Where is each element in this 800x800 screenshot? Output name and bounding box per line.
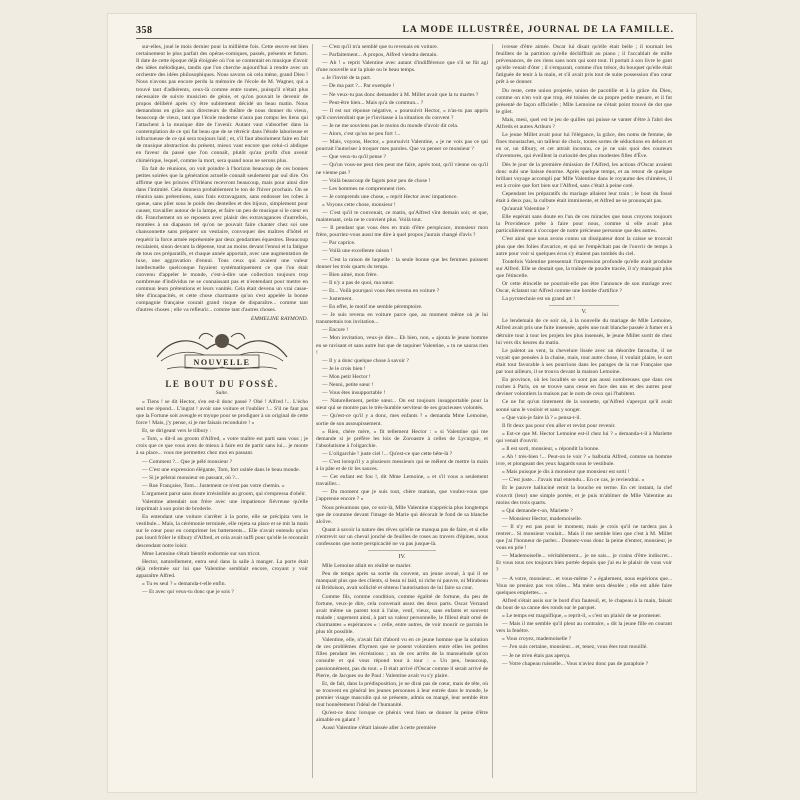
paragraph: — Voilà une excellente raison ! [322, 248, 393, 255]
paragraph: Or cette étincelle ne pourrait-elle pas être l'annonce de son mariage avec Oscar, éclatant sur Alfred comme une bombe d'artifice ? [496, 281, 672, 295]
paragraph: — Je comprends une chose, » reprit Hector avec impatience. [322, 193, 458, 200]
paragraph: Et, de fait, dans la prédisposition, je ne dirai pas de cœur, mais de tête, où se trouvent en général les jeunes personnes à leur entrée dans le monde, le premier visage masculin qui se présente, admis ou mangé, leur semble être tout honnêtement l'idéal de l'humanité. [316, 680, 488, 708]
paragraph: Hector, naturellement, entra seul dans la salle à manger. La porte était déjà refermée sur lui que Valentine semblait encore, croyant y voir apparaître Alfred. [136, 558, 308, 579]
column-2-dialogue [316, 44, 488, 548]
paragraph: — C'est la raison de laquelle : la seule bonne que les femmes puissent donner les trois quarts du temps. [316, 256, 488, 270]
paragraph: « Mais puisque je dis à monsieur que monsieur est sorti ! [502, 469, 630, 476]
paragraph: « Qui demande-t-on, Mariette ? [502, 507, 573, 514]
paragraph: Valentine attendait son frère avec une impatience fiévreuse qu'elle imprimait à son point de broderie. [136, 498, 308, 513]
paragraph: — Il y a donc quelque chose à savoir ? [322, 357, 409, 364]
author-signature: EMMELINE RAYMOND. [250, 315, 308, 322]
paragraph: — Il pendant que vous êtes en train d'être perspicace, monsieur mon frère, pourriez-vous aussi me dire à quel propos j'aurais changé d'avis ? [316, 225, 488, 239]
paragraph: — Cet enfant est fou !, dit Mme Lemoine, « et s'il vous a seulement travailler... [316, 474, 488, 488]
paragraph: Mme Lemoine s'était bientôt endormie sur son tricot. [142, 550, 261, 557]
nouvelle-vignette [147, 327, 297, 377]
paragraph: Du reste, cette union projetée, union de pacotille et à la grâce du Dieu, comme on n'en voit que trop, été toisées de sa propre petite mesure, et il fut présenté de façon officielle ; Mlle Lemoine ne s'était point trouvé de dot que le gilet. [496, 87, 672, 115]
paragraph: Cependant les préparatifs du mariage allaient leur train ; le bout du fossé était à deux pas, la culbute était imminente, et Alfred ne se prononçait pas. [496, 190, 672, 204]
paragraph: Nous présumons que, ce soir-là, Mlle Valentine n'apprécia plus longtemps que de coutume devant l'image de Marie qui décorait le fond de sa blanche alcôve. [316, 504, 488, 525]
paragraph: — Qu'un vous-ne peut rien peut me faire, après tout, qu'il vienne ou qu'il ne vienne pas ? [316, 162, 488, 176]
column-3 [496, 44, 672, 778]
paragraph: — En effet, le motif me semble péremptoire. [322, 304, 423, 311]
paragraph: En province, où les localités se sont pas aussi nombreuses que dans ces ruches à Paris, on se trouve sans cesse en face des uns et des autres pour deviner volontiers la maison par le nom de ceux qui l'habitent. [496, 377, 672, 398]
paragraph: ivresse d'être aimée. Oscar lui disait qu'elle était belle ; il tournait les feuillets de la partition qu'elle déchiffrait au piano ; il l'accablait de mille prévenances, de ces riens sans nom qui sont tout. Il portait à son livre le gant qu'elle venait d'ôter ; il s'emparait, comme d'un trésor, du bouquet qu'elle était fatiguée de tenir à la main, et s'il avait pris tout de suite possession d'un cœur prêt à se donner. [496, 44, 672, 86]
paragraph: — Ah ! » reprit Valentine avec autant d'indifférence que s'il se fût agi d'une nouvelle sur la pluie ou le beau temps. [316, 60, 488, 74]
page-number: 358 [136, 24, 153, 36]
column-rule [492, 44, 493, 778]
paragraph: — Votre chapeau ruisselle... Vous n'aviez donc pas de parapluie ? [502, 660, 649, 667]
paragraph: — L'oligarchie ! juste ciel !... Qu'est-ce que cette bête-là ? [322, 450, 453, 457]
paragraph: Qu'aurait Valentine ? [502, 206, 549, 213]
ornament-icon [147, 327, 297, 377]
paragraph: — Mon petit Hector ! [322, 373, 371, 380]
section-numeral: V. [581, 309, 587, 316]
paragraph: « Le temps est magnifique, » reprit-il, « c'est un plaisir de se promener. [502, 613, 662, 620]
journal-title: LA MODE ILLUSTRÉE, JOURNAL DE LA FAMILLE. [402, 25, 674, 35]
paragraph: « Rien, chère mère, » fit tellement Hector : « si Valentine qui me demande si je préfère les lois de Zoroastre à celles de Lycurgue, et l'absolutisme à l'oligarchie. [316, 428, 488, 449]
paragraph: — Et... Voilà pourquoi vous êtes revenu en voiture ? [322, 287, 440, 294]
paragraph: Ce ne fut qu'un tintement de la sonnette, qu'Alfred s'aperçut qu'il avait sonné sans le vouloir et sans y songer. [496, 399, 672, 413]
paragraph: — Il n'y a pas de quoi, ma sœur. [322, 279, 395, 286]
divider [368, 550, 437, 551]
section-numeral: IV. [398, 554, 406, 561]
paragraph: — Il est sur réponse négative, » poursuivit Hector, « n'as-tu pas appris qu'il conviendrait que je t'invitasse à la situation du convent ? [316, 107, 488, 121]
paragraph: Et, se dirigeant vers le tilbury : [142, 428, 212, 435]
paragraph: En entendant une voiture s'arrêter à la porte, elle se précipita vers le vestibule... Mais, la cérémonie terminée, elle rejeta sa place et se mit la main sur le cœur pour en comprimer les battements... Elle n'avait entendu qu'un pas lourd frôler le tilbury d'Alfred, et cela avait suffi pour qu'elle le reconnût descendant notre loisir. [136, 514, 308, 549]
paragraph: Et le pauvre halluciné remit la bouche en terme. En cet instant, la clef s'ouvrit (leur) une simple portée, et je puis m'abîmer de Mlle Valentine au moins des trois quarts. [496, 485, 672, 506]
paragraph: « Je l'invité de ta part. [322, 75, 372, 82]
paragraph: — C'est juste... J'avais mal entendu... En ce cas, je reviendrai. » [502, 477, 645, 484]
paragraph: — Mais il me semble qu'il pleut au contraire, » dit la jeune fille en courant vers la fenêtre. [496, 621, 672, 635]
paragraph: — Nenni, petite sœur ! [322, 382, 374, 389]
paragraph: — Voilà beaucoup de fagots pour peu de chose ! [322, 177, 431, 184]
paragraph: — Parfaitement... A propos, Alfred viendra demain. [322, 52, 438, 59]
paragraph: — Justement. [322, 296, 353, 302]
paragraph: L'argument parut sans doute irrésistible au groom, qui s'empressa d'obéir. [142, 490, 307, 497]
paragraph: — Rue Française, Tom... Justement ce n'est pas votre chemin. » [142, 482, 285, 489]
paragraph: — Ne veux-tu pas donc demander à M. Millet avait que la tu martes ? [322, 91, 479, 98]
paragraph: — Du moment que je suis tout, chère maman, que voulez-vous que j'apprenne encore ? » [316, 489, 488, 503]
column-1 [136, 44, 308, 778]
paragraph: — Qu'est-ce qu'il y a donc, mes enfants ? » demanda Mme Lemoine, sortie de son assoupissement. [316, 413, 488, 427]
paragraph: — J'en suis certaine, monsieur... et, tenez, vous êtes tout mouillé. [502, 644, 648, 651]
paragraph: — Il n'y est pas pour le moment, mais je crois qu'il ne tardera pas à rentrer... Si monsieur voulait... Mais il me semble bien que c'est à M. Millet que j'ai l'honneur de parler... Donnez-vous donc la peine d'entrer, monsieur, je vous en prie ! [496, 523, 672, 552]
paragraph: — Naturellement, petite sœur... On est toujours insupportable pour la sœur qui se montre pas le très-humble serviteur de ses gracieuses volontés. [316, 398, 488, 412]
paragraph: C'est ainsi que nous avons connu un dissipateur dont la caisse se trouvait plus que des folies d'avarice, et qui ne l'empêchait pas de l'ouvrir de temps à autre pour voir si quelques écus s'y étaient pas tombés du ciel. [496, 236, 672, 257]
paragraph: « Ah ! très-bien !... Peut-on le voir ? » balbutia Alfred, comme un homme ivre, et plongeant des yeux hagards sous le vestibule. [496, 454, 672, 468]
paragraph: Mais, mesi, quel est le jeu de quilles qui puisse se vanter d'être à l'abri des Alfreds et autres Arthurs ? [496, 116, 672, 131]
paragraph: « Voyons cette chose, monsieur ! [322, 201, 396, 208]
paragraph: — Vous êtes insupportable ! [322, 390, 386, 397]
paragraph: — Que veux-tu qu'il pense ? [322, 154, 386, 161]
paragraph: « Il est sorti, monsieur, » répondit la bonne. [502, 445, 600, 452]
paragraph: — C'est une expression élégante, Tom, fort usitée dans le beau monde. [142, 466, 301, 473]
paragraph: — Bien aimé, mon frère. [322, 271, 378, 278]
paragraph: — Je ne m'en étais pas aperçu. [502, 652, 571, 659]
paragraph: — Par caprice. [322, 240, 356, 247]
paragraph: — Comment ?... Que je pélé monsieur ? [142, 458, 233, 465]
paragraph: — C'est lorsqu'il y a plusieurs messieurs qui se mêlent de mettre la main à la pâte et de tir les sauces. [316, 458, 488, 473]
paragraph: Le paletot au vent, la chevelure lissée avec un désordre farouche, il ne voyait que pensées à la chaise, mais, tout autre chose, il voulait plaire, le sort était tout favorable à ses pourrions dans les parages de la rue Française que par tout ailleurs, il se trouva devant la maison Lemoine. [496, 347, 672, 376]
paragraph: Aussi Valentine s'était laissée aller à cette première [322, 725, 437, 732]
paragraph: Alfred s'était assis sur le bord d'un fauteuil, et, le chapeau à la main, faisait du bout de sa canne des ronds sur le parquet. [496, 597, 672, 611]
paragraph: — Mademoiselle... véritablement... je ne sais... je crains d'être indiscret... Et vous tous ces toujours bien portée depuis que j'ai eu le plaisir de vous voir ? [496, 553, 672, 574]
paragraph: Comme fils, comme condition, comme égalité de fortune, du peu de fortune, veux-je dire, cela convenait assez des deux parts. Oscar Verzand avait même un parent tout à l'aise, veuf, vieux, sans enfants et souvent malade ; sagement ainsi, à part sa valeur personnelle, le filleul était orné de charmantes « espérances » : celle, entre autres, de voir mourir ce parrain le plus tôt possible. [316, 593, 488, 636]
paragraph: — C'est qu'il m'a semblé que tu revenais en voiture. [322, 44, 439, 50]
paragraph: — Je suis revenu en voiture parce que, au moment même où je lui transmettais ton invitation... [316, 312, 488, 326]
paragraph: — Et avec qui veux-tu donc que je sois ? [142, 589, 234, 596]
paragraph: Le jeune Millet avait pour lui l'élégance, la grâce, des noms de femme, de fines moustaches, un tailleur de choix, toutes sortes de séductions en dehors et en or, un tilbury, et cet attrait inconnu, ce je ne sais quoi des coureurs d'aventures, qui éveillent la curiosité des plus modestes filles d'Ève. [496, 132, 672, 160]
paragraph: — De ma part ?... Par exemple ! [322, 83, 395, 90]
paragraph: sur-elles, joué le mois dernier pour la millième fois. Cette œuvre est bien certainement le plus parfait des opéras-comiques, passés, présents et futurs. Il date de cette époque déjà éloignée où l'on se contentait en musique d'avoir des idées mélodiques, tandis que l'on cherche aujourd'hui à rendre avec un orchestre des idées philosophiques. Nous savons où cela mène, grand Dieu ! Nous n'avons pas encore perdu la mémoire de l'école de M. Wagner, qui a trouvé tant d'adhérents, ceux-là comme entre toutes, puisqu'il n'était plus nécessaire de suivre musicien de génie, et qu'on pouvait le devenir de propos délibéré après s'y être subitement décidé un beau matin. Nous demandons en grâce aux directeurs de théâtre de nous donner du vieux, beaucoup de vieux, tant que l'école moderne n'aura pas rompu les liens qui l'attachent à la musique dite de l'avenir. Autant vaut s'absorber dans la contemplation de ce qui fut beau que de se rétrécir dans l'étude laborieuse et infructueuse de ce qui sera toujours laid ; et, s'il faut absolument faire en fait de musique abstraction du présent, mieux vaut encore que celui-ci abdique en faveur du passé que l'on connaît, plutôt qu'au profit d'un avenir chimérique, lequel, comme la mort, sera quand nous ne serons plus. [136, 44, 308, 164]
paragraph: Mlle Lemoine allait en réalité se marier. [322, 563, 412, 570]
paragraph: « Tu es seul ? » demanda-t-elle enfin. [142, 581, 226, 587]
vignette-label: NOUVELLE [193, 357, 251, 367]
paragraph: — Mon invitation, veux-je dire... Eh bien, non, » ajouta le jeune homme en se ravisant et sans autre but que de taquiner Valentine, « tu ne sauras rien ! [316, 335, 488, 356]
paragraph: « Que vais-je faire là ? » pensa-t-il. [502, 414, 581, 421]
paragraph: — Je ne me souviens pas le moins du monde d'avoir dit cela. [322, 122, 459, 129]
newspaper-page [108, 14, 696, 792]
column-rule [312, 44, 313, 778]
paragraph: — Monsieur Hector, mademoiselle. [502, 515, 583, 522]
paragraph: Le lendemain de ce soir où, à la nouvelle du mariage de Mlle Lemoine, Alfred avait pris une fuite insensée, après une nuit blanche passée à fumer et à détruire tour à tour les projets les plus insensés, le jeune Millet sortit de chez lui vers dix heures du matin. [496, 318, 672, 346]
story-subtitle: Suite. [215, 389, 229, 396]
paragraph: — Mais, voyons, Hector, » poursuivit Valentine, « je ne vois pas ce qui pourrait l'autoriser à troquer mes paroles. Que va penser ce monsieur ? [316, 139, 488, 153]
story-title: LE BOUT DU FOSSÉ. [165, 378, 279, 389]
paragraph: « Est-ce que M. Hector Lemoine est-il chez lui ? » demanda-t-il à Mariette qui venait d'ouvrir. [496, 430, 672, 444]
paragraph: La pyrotechnie est un grand art ! [502, 296, 576, 303]
column-2 [316, 44, 488, 778]
paragraph: — Peut-être bien... Mais qu'a de commun... ? [322, 99, 424, 106]
page-header [136, 22, 674, 39]
paragraph: « Vous croyez, mademoiselle ? [502, 636, 572, 643]
paragraph: Toutefois Valentine pressentait l'impression profonde qu'elle avait produite sur Alfred. Elle se doutait que, la traînée de poudre tracée, il n'y manquait plus que l'étincelle. [496, 258, 672, 279]
paragraph: Il fit deux pas pour s'en aller et revint pour revenir. [502, 422, 616, 429]
paragraph: — Les hommes ne comprennent rien. [322, 185, 407, 192]
paragraph: — Je le crois bien ! [322, 365, 366, 372]
paragraph: Quant à savoir la nature des rêves qu'elle ne manqua pas de faire, et si elle n'entrevit sur un cheval jonché de feuilles de roses au travers d'épines, nous confessons que notre perspicacité ne va pas jusque-là. [316, 526, 488, 547]
paragraph: Qu'est-ce donc lorsque ce phénix veut bien se donner la peine d'être aimable en galant ? [316, 710, 488, 724]
paragraph: Valentine, elle, n'avait fait d'abord vu en ce jeune homme que la solution de ces problèmes d'hymen que se posent volontiers entre elles les petites filles pendant les récréations ; un de ces arrêts de la mansuétude qu'on consulte et qui vous répond tour à tour : « Un peu, beaucoup, passionnément, pas du tout. » Il était arrivé d'Oscar comme il serait arrivé de Pierre, de Jacques ou de Paul : Valentine avait vu s'y plaire. [316, 637, 488, 679]
paragraph: Peu de temps après sa sortie du couvent, un jeune avoué, à qui il ne manquait plus que des clients, si beau ni laid, ni riche ni pauvre, ni Mirabeau ni Bridoison, avait sollicité et obtenu l'autorisation de lui faire sa cour. [316, 571, 488, 592]
paragraph: Elle espérait sans doute en l'un de ces miracles que nous croyons toujours la Providence prête à faire pour nous, comme si elle avait plus particulièrement à s'occuper de notre précieuse personne que des autres. [496, 214, 672, 235]
divider [549, 305, 619, 306]
paragraph: En fait de réunions, on voit poindre à l'horizon beaucoup de ces bonnes petites soirées que la génération actuelle connaît seulement par ouï dire. On affirme que les princes d'Orléans recevront beaucoup, mais pour ainsi dire dans l'intimité. Cela donnera probablement le ton de l'hiver prochain. On se réunira sans prétentions, sans frais extravagants, sans endosser les robes à queue, sans plier sous le poids des dentelles et des bijoux, simplement pour causer, travailler autour de la lampe, et faire un peu de musique si le cœur en dit. Franchement on se reposera avec plaisir des extravagances d'autrefois, montées à un diapason tel qu'on ne pouvait faire chanter chez soi une chansonnette sans préparer un vestiaire, convoquer des maîtres d'hôtel et requérir la force armée représentée par deux gendarmes équestres. Beaucoup reculaient, sinon devant la dépense, tout au moins devant l'ennui et la fatigue de tous ces préparatifs, et chaque année apportait, avec une augmentation de luxe, une aggravation d'ennui. Tous ceux qui avaient une valeur intellectuelle quelconque fuyaient systématiquement ce que l'on était convenu d'appeler le monde, c'est-à-dire une collection toujours trop nombreuse d'individus ne se connaissant pas et n'entendant pour mettre en commun leurs prétentions et leurs vanités. Cela était devenu un vrai casse-tête d'incapacités, et cette chose charmante qu'on s'est appelée la bonne compagnie française courait grand risque de disparaître... comme tant d'autres choses ; elle va refleurir... comme tant d'autres choses. [136, 165, 308, 314]
paragraph: — Encore ! [322, 327, 349, 334]
paragraph: « Tom, » dit-il au groom d'Alfred, « votre maître est parti sans vous ; je crois que ce que vous avez de mieux à faire est de partir sans lui... je monte à sa place... vous me permettez chez moi en passant. [136, 436, 308, 457]
paragraph: — C'est qu'il te convenait, ce matin, qu'Alfred vînt demain soir, et que, maintenant, cela ne te convient plus. Voilà tout. [316, 209, 488, 224]
paragraph: — A votre, monsieur... et vous-même ? » également, nous espérions que... Vous ne preniez pas vos rôles... Ma mère sera désolée ; elle est allée faire quelques emplettes... » [496, 575, 672, 596]
paragraph: — Alors, c'est qu'on ne peu fort !... [322, 131, 401, 138]
paragraph: Dès le jour de la première émission de l'Alfred, les actions d'Oscar avaient donc subi une baisse énorme. Après quelque temps, et au retour de quelque brillant voyage accompli par Mlle Valentine dans le royaume des chimères, il est à croire que fort bien sur l'Alfred, sans c'était à peine coté. [496, 161, 672, 189]
paragraph: « Tiens ! se dit Hector, s'en est-il donc passé ? Ohé ! Alfred !... L'écho seul me répond... L'ingrat ! avoir une voiture et l'oublier !... S'il ne faut pas que la Fortune soit aveugle et myope pour se prodiguer à un original de cette force ! Mais, j'y pense, si je me faisais reconduire ! » [136, 398, 308, 427]
paragraph: — Si je pélerai monsieur en passant, où ?... [142, 474, 239, 481]
